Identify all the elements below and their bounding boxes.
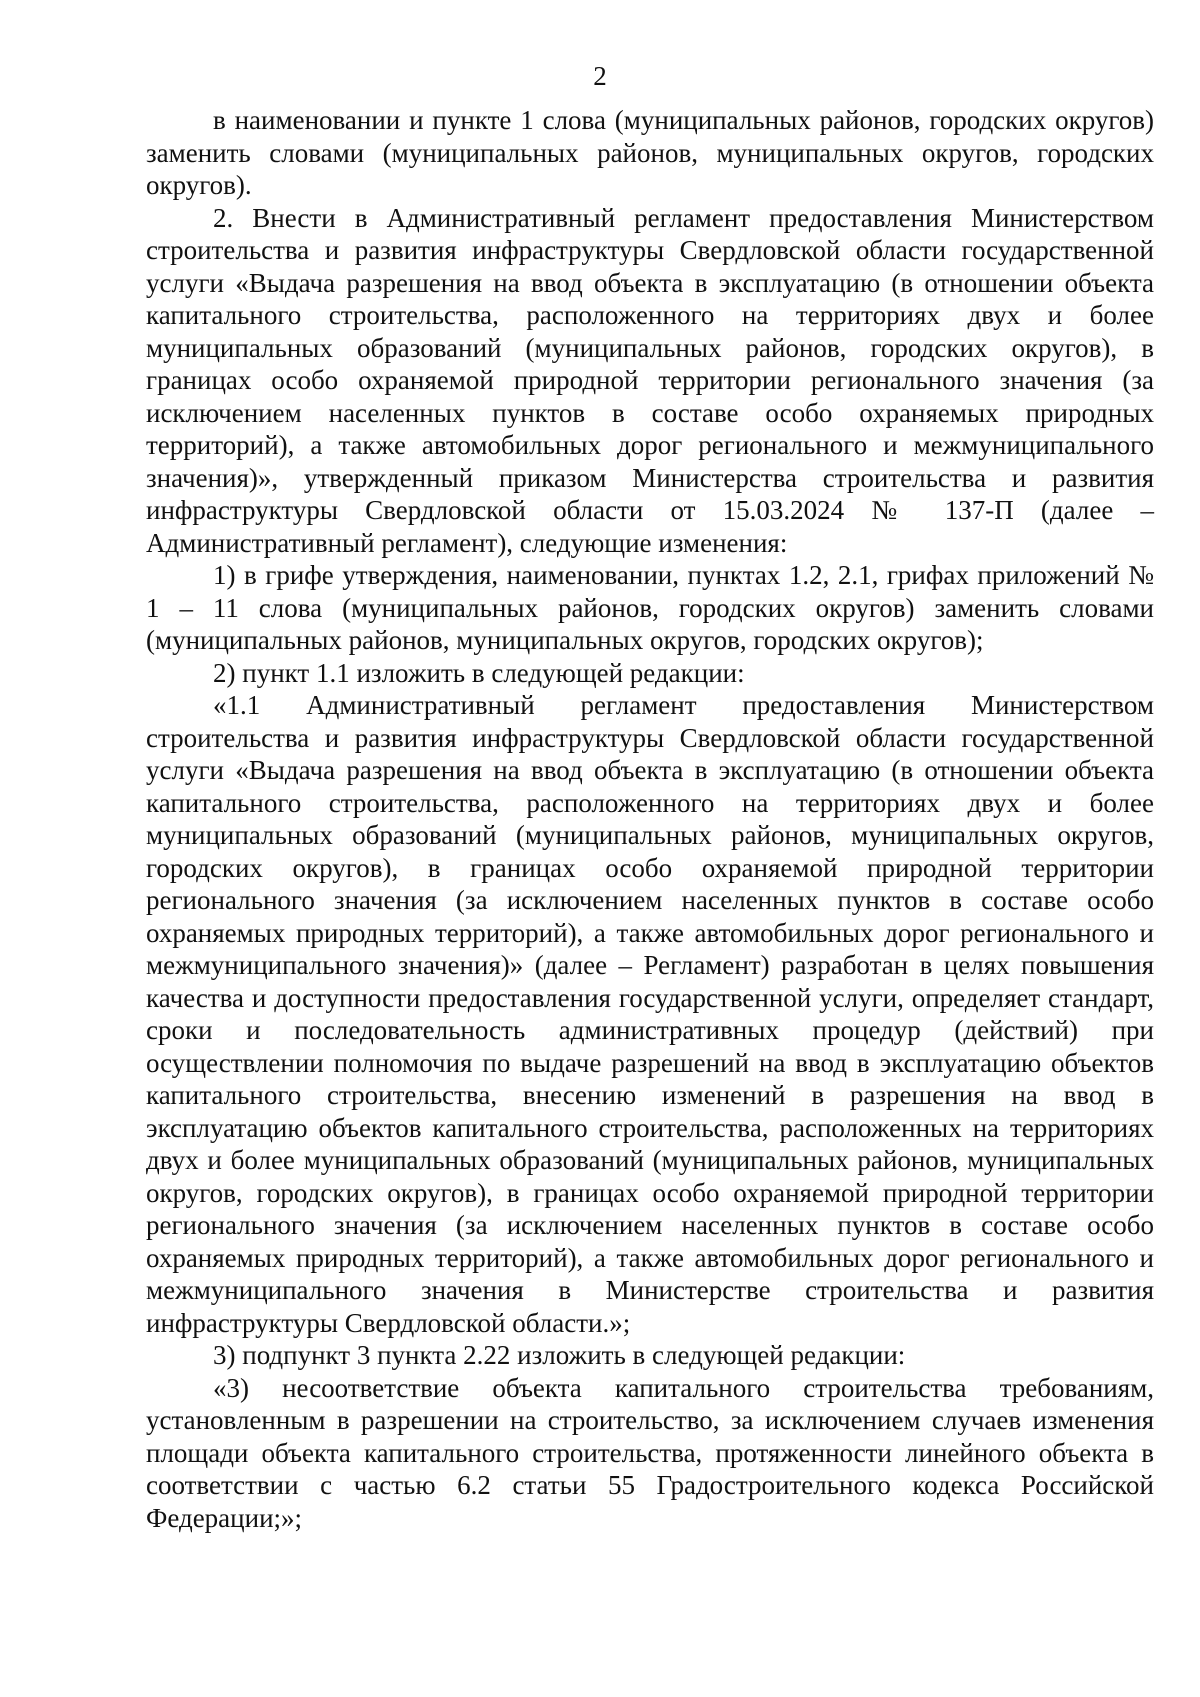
- paragraph-subitem-2: 2) пункт 1.1 изложить в следующей редакции:: [213, 657, 745, 688]
- paragraph-item-2: 2. Внести в Административный регламент предоставления Министерством строительства и развития инфраструктуры Свердловской области государственной услуги «Выдача разрешения на ввод объекта в эксплуатацию (в отношении объекта капитального строительства, расположенного на территориях двух и более муниципальных образований (муниципальных районов, городских округов), в границах особо охраняемой природной территории регионального значения (за исключением населенных пунктов в составе особо охраняемых природных территорий), а также автомобильных дорог регионального и межмуниципального значения)», утвержденный приказом Министерства строительства и развития инфраструктуры Свердловской области от 15.03.2024 № 137-П (далее – Административный регламент), следующие изменения:: [146, 202, 1154, 558]
- paragraph-continuation: в наименовании и пункте 1 слова (муниципальных районов, городских округов) заменить словами (муниципальных районов, муниципальных округов, городских округов).: [146, 105, 1154, 200]
- paragraph-subitem-3: 3) подпункт 3 пункта 2.22 изложить в следующей редакции:: [213, 1340, 906, 1370]
- page-number: 2: [593, 61, 607, 91]
- paragraph-subitem-1: 1) в грифе утверждения, наименовании, пунктах 1.2, 2.1, грифах приложений № 1 – 11 слова (муниципальных районов, городских округов) заменить словами (муниципальных районов, муниципальных округов, городских округов);: [146, 560, 1154, 655]
- document-body: [146, 104, 1154, 1534]
- paragraph-quoted-1-1: «1.1 Административный регламент предоставления Министерством строительства и развития инфраструктуры Свердловской области государственной услуги «Выдача разрешения на ввод объекта в эксплуатацию (в отношении объекта капитального строительства, расположенного на территориях двух и более муниципальных образований (муниципальных районов, муниципальных округов, городских округов), в границах особо охраняемой природной территории регионального значения (за исключением населенных пунктов в составе особо охраняемых природных территорий), а также автомобильных дорог регионального и межмуниципального значения)» (далее – Регламент) разработан в целях повышения качества и доступности предоставления государственной услуги, определяет стандарт, сроки и последовательность административных процедур (действий) при осуществлении полномочия по выдаче разрешений на ввод в эксплуатацию объектов капитального строительства, внесению изменений в разрешения на ввод в эксплуатацию объектов капитального строительства, расположенных на территориях двух и более муниципальных образований (муниципальных районов, муниципальных округов, городских округов), в границах особо охраняемой природной территории регионального значения (за исключением населенных пунктов в составе особо охраняемых природных территорий), а также автомобильных дорог регионального и межмуниципального значения в Министерстве строительства и развития инфраструктуры Свердловской области.»;: [146, 690, 1154, 1338]
- paragraph-quoted-3: «3) несоответствие объекта капитального строительства требованиям, установленным в разрешении на строительство, за исключением случаев изменения площади объекта капитального строительства, протяженности линейного объекта в соответствии с частью 6.2 статьи 55 Градостроительного кодекса Российской Федерации;»;: [146, 1372, 1154, 1533]
